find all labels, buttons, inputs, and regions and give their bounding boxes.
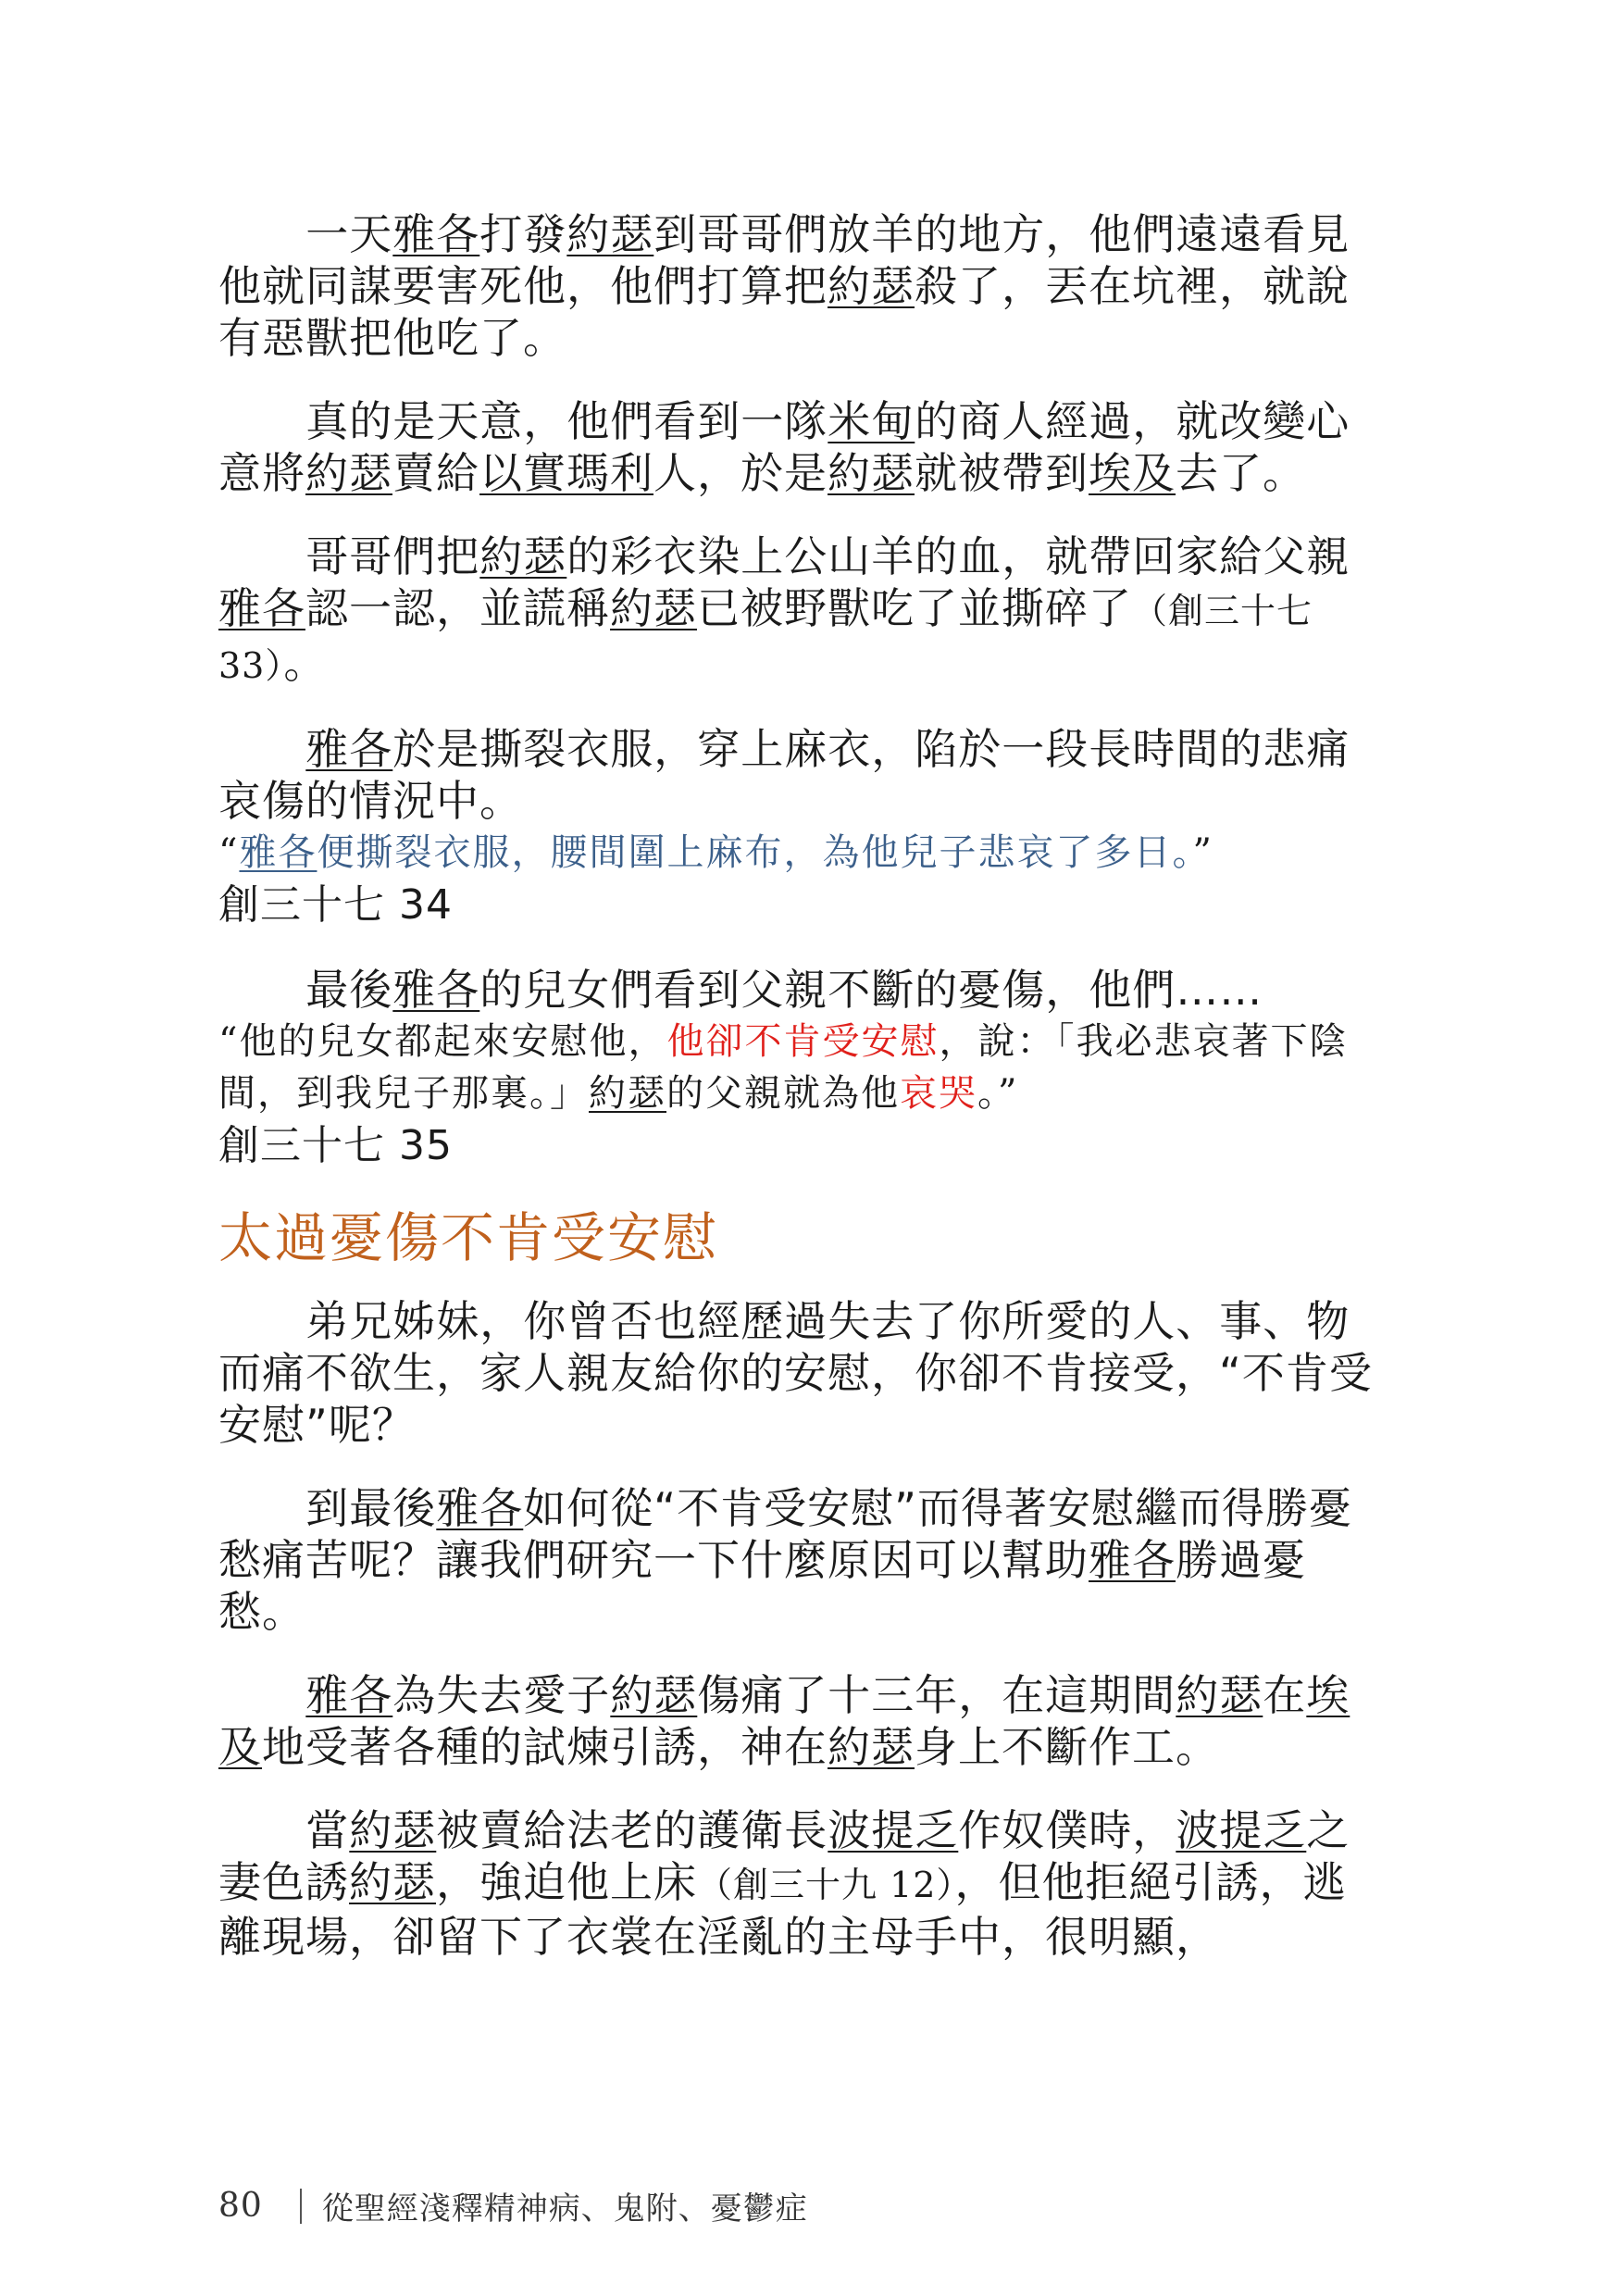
text: 勝過憂愁。: [218, 1535, 1306, 1637]
name-joseph: 約瑟: [349, 1805, 437, 1855]
paragraph-7: [218, 1482, 1387, 1638]
name-jacob: 雅各: [218, 583, 305, 633]
name-joseph: 約瑟: [828, 261, 915, 311]
paragraph-2: [218, 395, 1387, 499]
quote-text: “他的兒女都起來安慰他，: [218, 1020, 667, 1063]
paragraph-4: [218, 723, 1387, 827]
name-potiphar: 波提乏: [828, 1805, 959, 1855]
text: 在: [1263, 1670, 1307, 1720]
text: ，但他拒絕引誘，逃離現場，卻留下了衣裳在淫亂的主母手中，很明顯，: [218, 1857, 1347, 1962]
text: 的彩衣染上公山羊的血，就帶回家給父親: [566, 531, 1350, 581]
text: 到哥哥們放羊的地方，他們遠遠看見他就同謀要害死他，他們打算把: [218, 209, 1350, 311]
page-body: [218, 208, 1387, 1994]
name-jacob: 雅各: [392, 965, 480, 1015]
text: 認一認，並謊稱: [305, 583, 610, 633]
quote-text: 便撕裂衣服，腰間圍上麻布，為他兒子悲哀了多日。: [317, 831, 1193, 874]
name-jacob: 雅各: [392, 209, 480, 259]
text: ，強迫他上床: [436, 1857, 697, 1907]
paragraph-6: 弟兄姊妹，你曾否也經歷過失去了你所愛的人、事、物而痛不欲生，家人親友給你的安慰，你卻不肯接受，“不肯受安慰”呢？: [218, 1296, 1373, 1450]
text: 一天: [305, 209, 393, 259]
text: 就被帶到: [915, 448, 1089, 498]
text: 到最後: [305, 1483, 437, 1533]
text: 為失去愛子: [392, 1670, 611, 1720]
name-joseph: 約瑟: [305, 448, 392, 498]
text: 去了。: [1176, 448, 1306, 498]
name-joseph: 約瑟: [589, 1072, 666, 1115]
name-joseph: 約瑟: [610, 1670, 698, 1720]
text: 如何從“不肯受安慰”而得著安慰繼而得勝憂愁痛苦呢？讓我們研究一下什麼原因可以幫助: [218, 1483, 1352, 1585]
page-footer: [218, 2183, 808, 2228]
quote-text: 的父親就為他: [666, 1072, 900, 1115]
name-jacob: 雅各: [305, 1670, 393, 1720]
text: 的兒女們看到父親不斷的憂傷，他們……: [479, 965, 1263, 1015]
text: 於是撕裂衣服，穿上麻衣，陷於一段長時間的悲痛哀傷的情況中。: [218, 724, 1350, 826]
text: 賣給: [392, 448, 479, 498]
name-ishmael: 以實瑪利: [479, 448, 653, 498]
scripture-quote-1: [218, 827, 1387, 879]
text: 最後: [305, 965, 393, 1015]
name-joseph: 約瑟: [828, 1722, 915, 1772]
name-jacob: 雅各: [305, 724, 393, 774]
paragraph-8: [218, 1669, 1387, 1773]
text: 地受著各種的試煉引誘，神在: [262, 1722, 828, 1772]
close-quote: ”: [1192, 831, 1214, 874]
name-jacob: 雅各: [1089, 1535, 1176, 1585]
name-joseph: 約瑟: [349, 1857, 436, 1907]
text: 作奴僕時，: [958, 1805, 1176, 1855]
section-heading: 太過憂傷不肯受安慰: [218, 1206, 719, 1269]
scripture-ref: （創三十七 33）: [218, 591, 1313, 686]
text: 當: [305, 1805, 350, 1855]
name-jacob: 雅各: [239, 831, 317, 874]
text: 傷痛了十三年，在這期間: [697, 1670, 1176, 1720]
quote-text: 。”: [977, 1072, 1019, 1115]
scripture-ref-1: 創三十七 34: [218, 881, 453, 929]
scripture-ref: （創三十九 12）: [697, 1865, 955, 1905]
text: 。: [283, 638, 328, 688]
text: 殺了，丟在坑裡，就說有惡獸把他吃了。: [218, 261, 1350, 363]
footer-divider: [300, 2189, 302, 2224]
open-quote: “: [218, 831, 240, 874]
text: 真的是天意，他們看到一隊: [305, 396, 828, 446]
text: 打發: [479, 209, 567, 259]
paragraph-1: [218, 208, 1387, 364]
text: 已被野獸吃了並撕碎了: [697, 583, 1132, 633]
book-title: 從聖經淺釋精神病、鬼附、憂鬱症: [321, 2190, 808, 2227]
text: 哥哥們把: [305, 531, 480, 581]
name-joseph: 約瑟: [479, 531, 567, 581]
name-joseph: 約瑟: [1176, 1670, 1263, 1720]
paragraph-3: [218, 530, 1387, 692]
name-joseph: 約瑟: [828, 448, 915, 498]
highlight-text: 哀哭: [900, 1072, 977, 1115]
scripture-quote-2: [218, 1016, 1387, 1119]
name-joseph: 約瑟: [610, 583, 697, 633]
text: 人，於是: [653, 448, 828, 498]
name-jacob: 雅各: [436, 1483, 524, 1533]
paragraph-9: [218, 1804, 1387, 1963]
name-potiphar: 波提乏: [1176, 1805, 1307, 1855]
text: 之妻色誘: [218, 1805, 1350, 1907]
text: 身上不斷作工。: [915, 1722, 1219, 1772]
page-number: 80: [218, 2187, 263, 2225]
name-joseph: 約瑟: [566, 209, 654, 259]
text: 被賣給法老的護衛長: [436, 1805, 828, 1855]
name-egypt: 埃及: [218, 1670, 1350, 1772]
highlight-text: 他卻不肯受安慰: [666, 1020, 940, 1063]
name-egypt: 埃及: [1089, 448, 1176, 498]
quote-text: ，說：「我必悲哀著下陰間，到我兒子那裏。」: [218, 1020, 1349, 1115]
paragraph-5: [218, 964, 1387, 1016]
text: 的商人經過，就改變心意將: [218, 396, 1350, 498]
scripture-ref-2: 創三十七 35: [218, 1122, 453, 1169]
name-midian: 米甸: [828, 396, 915, 446]
